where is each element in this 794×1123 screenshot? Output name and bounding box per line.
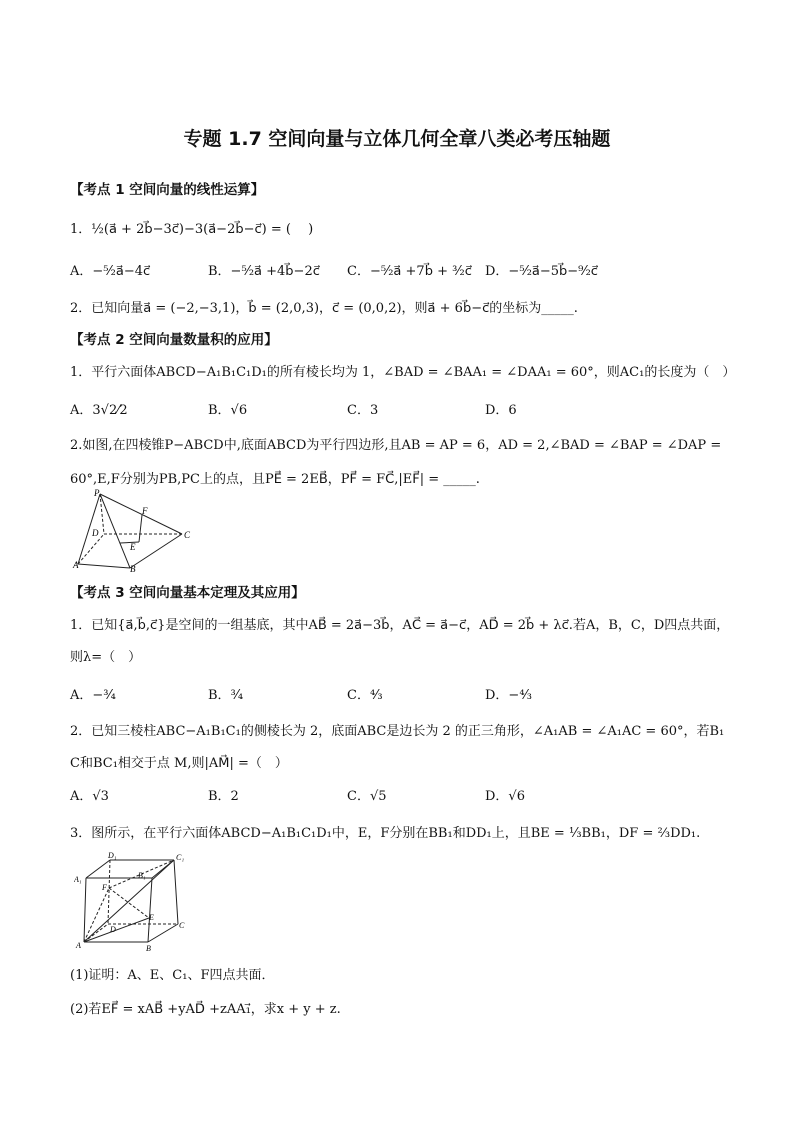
figure-label-p: P — [94, 488, 100, 498]
figure-label-c1: C₁ — [176, 853, 185, 862]
option-c: C．−⁵⁄₂a⃗ +7b⃗ + ³⁄₂c⃗ — [347, 264, 472, 279]
figure-label-b: B — [146, 944, 151, 952]
figure-label-f: F — [102, 883, 107, 892]
parallelepiped-figure — [74, 848, 194, 952]
question-3-3-sub2: (2)若EF⃗ = xAB⃗ +yAD⃗ +zAA₁⃗，求x + y + z. — [70, 1002, 341, 1017]
figure-label-d1: D₁ — [108, 851, 117, 860]
figure-label-c: C — [184, 530, 191, 540]
option-b: B．2 — [208, 789, 239, 804]
option-d: D．6 — [485, 403, 517, 418]
question-2-1-stem: 1．平行六面体ABCD−A₁B₁C₁D₁的所有棱长均为 1，∠BAD = ∠BAA₁ = ∠DAA₁ = 60°，则AC₁的长度为（ ） — [70, 365, 736, 380]
figure-label-f: F — [142, 506, 148, 516]
question-2-2-stem-line2: 60°,E,F分别为PB,PC上的点，且PE⃗ = 2EB⃗，PF⃗ = FC⃗,|EF⃗| = _____. — [70, 472, 480, 487]
figure-label-d: D — [110, 925, 116, 934]
figure-label-c: C — [179, 921, 185, 930]
page-title: 专题 1.7 空间向量与立体几何全章八类必考压轴题 — [183, 128, 611, 150]
figure-label-a1: A₁ — [74, 875, 82, 884]
question-3-3-stem: 3．图所示，在平行六面体ABCD−A₁B₁C₁D₁中，E，F分别在BB₁和DD₁上，且BE = ⅓BB₁，DF = ⅔DD₁. — [70, 826, 701, 841]
question-1-2-stem: 2．已知向量a⃗ = (−2,−3,1)，b⃗ = (2,0,3)，c⃗ = (0,0,2)，则a⃗ + 6b⃗−c⃗的坐标为_____. — [70, 301, 578, 316]
figure-label-d: D — [92, 528, 99, 538]
option-c: C．√5 — [347, 789, 387, 804]
option-a: A．3√2⁄2 — [70, 403, 128, 418]
option-d: D．−⁵⁄₂a⃗−5b⃗−⁹⁄₂c⃗ — [485, 264, 598, 279]
question-3-1-stem-line2: 则λ=（ ） — [70, 650, 142, 665]
question-3-2-stem-line1: 2．已知三棱柱ABC−A₁B₁C₁的侧棱长为 2，底面ABC是边长为 2 的正三角形，∠A₁AB = ∠A₁AC = 60°，若B₁ — [70, 724, 725, 739]
option-a: A．−⁵⁄₂a⃗−4c⃗ — [70, 264, 151, 279]
section-heading-2: 【考点 2 空间向量数量积的应用】 — [70, 332, 278, 348]
figure-label-a: A — [76, 941, 81, 950]
question-1-1-stem: 1．½(a⃗ + 2b⃗−3c⃗)−3(a⃗−2b⃗−c⃗) = ( ) — [70, 222, 314, 237]
section-heading-1: 【考点 1 空间向量的线性运算】 — [70, 182, 265, 198]
figure-label-b: B — [130, 564, 136, 572]
option-b: B．√6 — [208, 403, 248, 418]
option-d: D．−⁴⁄₃ — [485, 688, 532, 703]
option-a: A．−³⁄₄ — [70, 688, 116, 703]
option-c: C．3 — [347, 403, 379, 418]
option-c: C．⁴⁄₃ — [347, 688, 383, 703]
option-a: A．√3 — [70, 789, 109, 804]
figure-label-e: E — [130, 542, 136, 552]
section-heading-3: 【考点 3 空间向量基本定理及其应用】 — [70, 585, 305, 601]
option-b: B．³⁄₄ — [208, 688, 244, 703]
option-d: D．√6 — [485, 789, 525, 804]
figure-label-a: A — [73, 560, 79, 570]
question-3-2-stem-line2: C和BC₁相交于点 M,则|AM⃗| =（ ） — [70, 756, 288, 771]
question-3-1-stem-line1: 1．已知{a⃗,b⃗,c⃗}是空间的一组基底，其中AB⃗ = 2a⃗−3b⃗，AC⃗ = a⃗−c⃗，AD⃗ = 2b⃗ + λc⃗.若A，B，C，D四点共面， — [70, 618, 730, 633]
question-2-2-stem-line1: 2.如图,在四棱锥P−ABCD中,底面ABCD为平行四边形,且AB = AP = 6，AD = 2,∠BAD = ∠BAP = ∠DAP = — [70, 438, 722, 453]
figure-label-b1: B₁ — [138, 871, 146, 880]
question-3-3-sub1: (1)证明：A、E、C₁、F四点共面． — [70, 968, 275, 983]
figure-label-e: E — [149, 913, 154, 922]
option-b: B．−⁵⁄₂a⃗ +4b⃗−2c⃗ — [208, 264, 320, 279]
pyramid-figure — [72, 488, 197, 572]
